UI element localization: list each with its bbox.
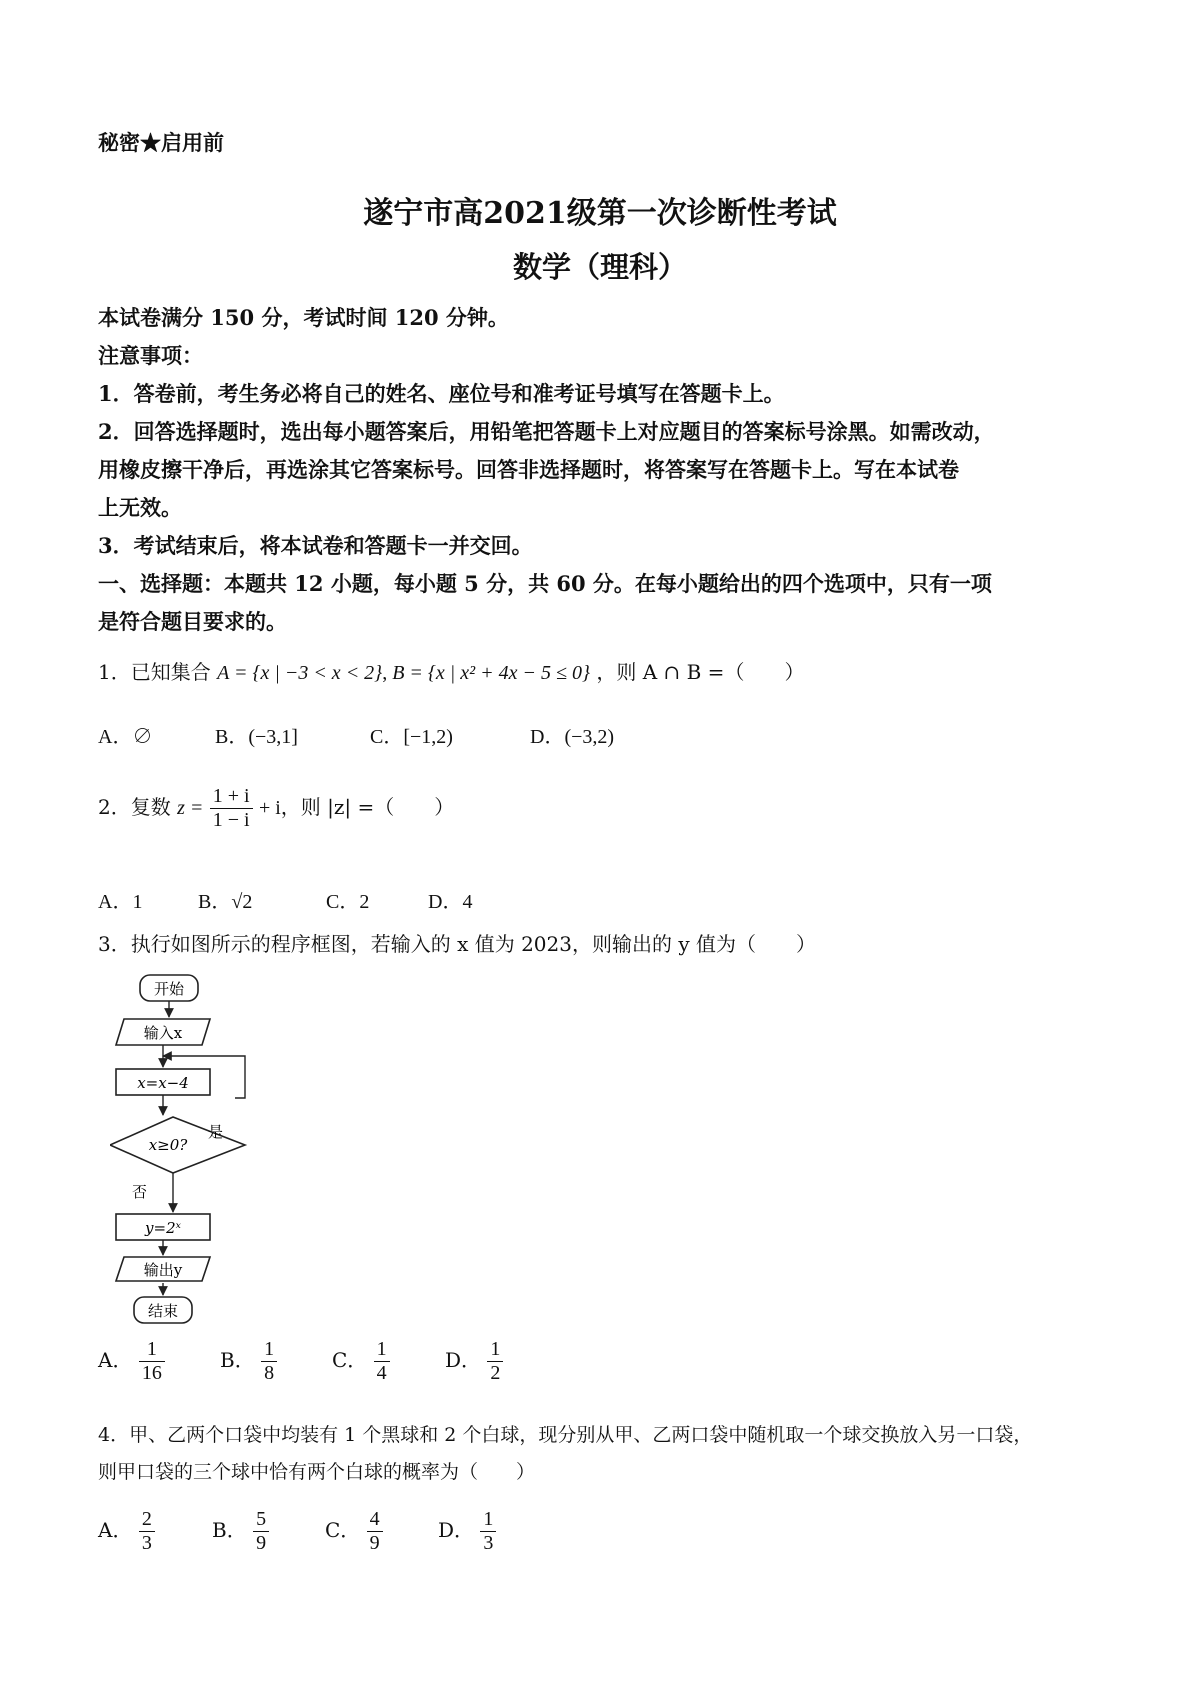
- q3-option-d: [445, 1338, 503, 1385]
- q4-option-c-label: C．: [325, 1518, 361, 1542]
- q3-option-c-num: 1: [376, 1338, 387, 1360]
- secret-label: 秘密★启用前: [98, 130, 224, 155]
- notes-item-2-line-a: 2．回答选择题时，选出每小题答案后，用铅笔把答题卡上对应题目的答案标号涂黑。如需改动，: [98, 419, 995, 444]
- notes-score-time: 本试卷满分 150 分，考试时间 120 分钟。: [98, 305, 509, 330]
- q3-option-d-fraction: [487, 1338, 503, 1385]
- q4-option-b-num: 5: [256, 1508, 267, 1530]
- q3-option-a-num: 1: [146, 1338, 157, 1360]
- exam-title: 遂宁市高2021级第一次诊断性考试: [363, 196, 837, 231]
- q4-option-c-num: 4: [369, 1508, 380, 1530]
- q4-option-d-num: 1: [483, 1508, 494, 1530]
- q1-set-b: B = {x | x² + 4x − 5 ≤ 0}: [392, 662, 590, 684]
- q4-option-c-den: 9: [367, 1531, 383, 1555]
- flow-input-label: 输入x: [143, 1024, 183, 1042]
- flow-yes-label: 是: [208, 1123, 224, 1141]
- notes-item-2-line-b: 用橡皮擦干净后，再选涂其它答案标号。回答非选择题时，将答案写在答题卡上。写在本试卷: [98, 457, 959, 482]
- q4-option-a-fraction: [139, 1508, 155, 1555]
- flow-no-label: 否: [132, 1183, 148, 1201]
- q1-prefix: 1．已知集合: [98, 660, 211, 684]
- notes-item-1: 1．答卷前，考生务必将自己的姓名、座位号和准考证号填写在答题卡上。: [98, 381, 785, 406]
- q3-flowchart: [110, 965, 270, 1305]
- q4-option-b-den: 9: [253, 1531, 269, 1555]
- q2-suffix: ，则 |z| =（ ）: [280, 795, 455, 819]
- q3-option-c: [332, 1338, 390, 1385]
- notes-item-2-line-c: 上无效。: [98, 495, 182, 520]
- q1-set-a: A = {x | −3 < x < 2}: [217, 662, 383, 684]
- exam-subtitle: 数学（理科）: [512, 250, 687, 284]
- question-2: [98, 785, 454, 832]
- q2-option-b: B．√2: [198, 891, 253, 913]
- q3-option-d-den: 2: [487, 1361, 503, 1385]
- q4-option-b-label: B．: [212, 1518, 247, 1542]
- q2-z-lhs: z =: [177, 797, 204, 819]
- q4-option-a-num: 2: [141, 1508, 152, 1530]
- q2-frac-numerator: 1 + i: [212, 785, 250, 807]
- q4-option-c: [325, 1508, 383, 1555]
- q1-option-a: A．∅: [98, 726, 153, 748]
- q2-option-c: C．2: [326, 891, 370, 913]
- q3-flowchart-end: [110, 1283, 270, 1328]
- q2-frac-denominator: 1 − i: [210, 808, 253, 832]
- q3-option-b-den: 8: [261, 1361, 277, 1385]
- q3-option-c-den: 4: [374, 1361, 390, 1385]
- q4-option-a-label: A．: [98, 1518, 133, 1542]
- flow-start-label: 开始: [153, 980, 185, 998]
- q3-option-a-label: A．: [98, 1348, 133, 1372]
- q2-plus-i: + i: [258, 797, 281, 819]
- q3-option-b-label: B．: [220, 1348, 255, 1372]
- question-1: 1．已知集合 A = {x | −3 < x < 2}, B = {x | x² + 4x − 5 ≤ 0} ，则 A ∩ B =（ ）: [98, 660, 805, 684]
- q4-option-a: [98, 1508, 155, 1555]
- flow-condition-label: x≥0?: [148, 1136, 188, 1154]
- q4-option-c-fraction: [367, 1508, 383, 1555]
- q4-option-d-label: D．: [438, 1518, 475, 1542]
- notes-heading: 注意事项：: [98, 343, 203, 368]
- q1-option-c: C．[−1,2): [370, 726, 453, 748]
- q3-option-b-num: 1: [264, 1338, 275, 1360]
- q3-option-b: [220, 1338, 277, 1385]
- q3-option-a: [98, 1338, 165, 1385]
- flow-output-label: 输出y: [143, 1261, 183, 1279]
- flow-output-assign-label: y=2ˣ: [145, 1219, 181, 1237]
- q3-option-d-label: D．: [445, 1348, 482, 1372]
- flow-end-label: 结束: [147, 1302, 179, 1320]
- q3-option-a-fraction: [139, 1338, 165, 1385]
- q4-option-d: [438, 1508, 496, 1555]
- q3-option-b-fraction: [261, 1338, 277, 1385]
- flow-assign-label: x=x−4: [137, 1074, 189, 1092]
- section1-instructions-line-2: 是符合题目要求的。: [98, 609, 287, 634]
- q3-option-c-label: C．: [332, 1348, 368, 1372]
- q4-option-a-den: 3: [139, 1531, 155, 1555]
- q4-option-d-fraction: [480, 1508, 496, 1555]
- question-3: 3．执行如图所示的程序框图，若输入的 x 值为 2023，则输出的 y 值为（ ）: [98, 932, 816, 956]
- q4-option-b-fraction: [253, 1508, 269, 1555]
- q4-option-d-den: 3: [480, 1531, 496, 1555]
- q2-option-d: D．4: [428, 891, 473, 913]
- q2-fraction: [210, 785, 253, 832]
- q2-prefix: 2．复数: [98, 795, 171, 819]
- section1-instructions-line-1: 一、选择题：本题共 12 小题，每小题 5 分，共 60 分。在每小题给出的四个选项中，只有一项: [98, 571, 992, 596]
- q1-option-b: B．(−3,1]: [215, 726, 298, 748]
- q3-option-d-num: 1: [490, 1338, 501, 1360]
- q4-option-b: [212, 1508, 269, 1555]
- q3-option-c-fraction: [374, 1338, 390, 1385]
- q3-option-a-den: 16: [139, 1361, 165, 1385]
- question-4-line-2: 则甲口袋的三个球中恰有两个白球的概率为（ ）: [98, 1461, 536, 1483]
- q1-option-d: D．(−3,2): [530, 726, 615, 748]
- q2-option-a: A．1: [98, 891, 143, 913]
- q1-suffix: ，则 A ∩ B =（ ）: [596, 660, 805, 684]
- notes-item-3: 3．考试结束后，将本试卷和答题卡一并交回。: [98, 533, 533, 558]
- question-4-line-1: 4．甲、乙两个口袋中均装有 1 个黑球和 2 个白球，现分别从甲、乙两口袋中随机取一个球交换放入另一口袋，: [98, 1424, 1033, 1446]
